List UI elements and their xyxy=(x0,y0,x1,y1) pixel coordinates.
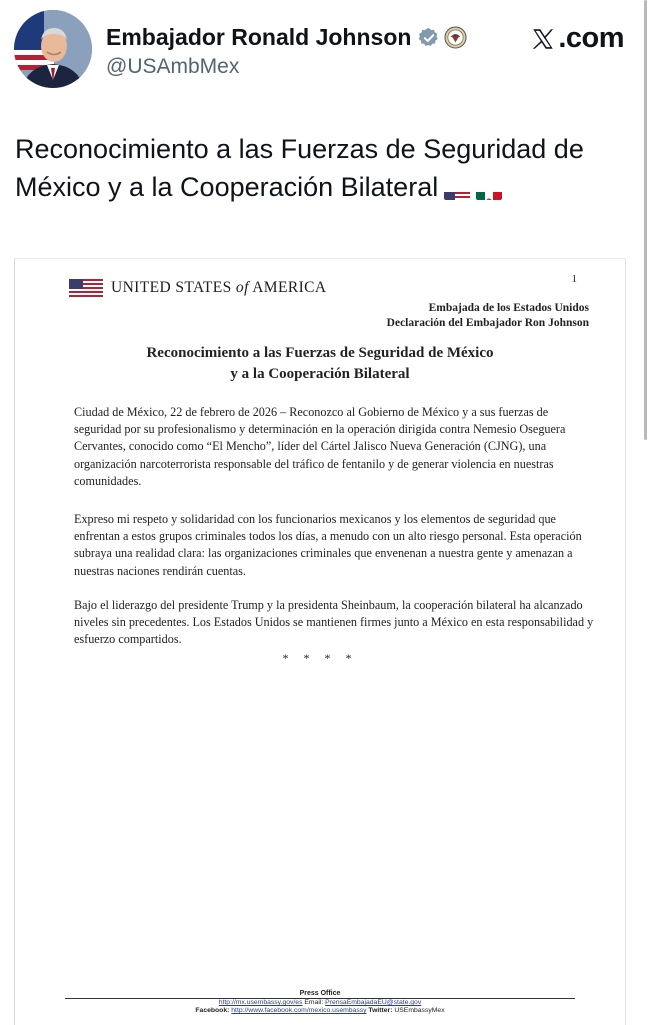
account-handle[interactable]: @USAmbMex xyxy=(106,55,240,78)
tweet-body: Reconocimiento a las Fuerzas de Seguridad de México y a la Cooperación Bilateral xyxy=(15,134,584,202)
avatar[interactable] xyxy=(14,10,92,88)
document-title xyxy=(15,343,625,385)
paragraph-2: Expreso mi respeto y solidaridad con los funcionarios mexicanos y los elementos de seguridad que enfrentan a estos grupos criminales todos los días, a menudo con un alto riesgo personal. Esta operación subraya una realidad clara: las organizaciones criminales que envenenan a nuestra gente y amenazan a nuestras naciones rendirán cuentas. xyxy=(74,512,582,578)
us-flag-emoji-icon xyxy=(444,182,470,200)
us-embassy-seal-icon xyxy=(444,26,467,49)
embassy-line-2: Declaración del Embajador Ron Johnson xyxy=(386,317,589,329)
tweet-text xyxy=(15,130,635,206)
paragraph-3: Bajo el liderazgo del presidente Trump y la presidenta Sheinbaum, la cooperación bilateral ha alcanzado niveles sin precedentes. Los Estados Unidos se mantienen firmes junto a México en esta responsabilidad y esfuerzo compartidos. xyxy=(74,598,594,647)
paragraph-1: Ciudad de México, 22 de febrero de 2026 – Reconozco al Gobierno de México y a sus fuerzas de seguridad por su profesionalismo y determinación en la operación dirigida contra Nemesio Oseguera Cervantes, conocido como “El Mencho”, líder del Cártel Jalisco Nueva Generación (CJNG), una organización narcoterrorista responsable del tráfico de fentanilo y de generar violencia en nuestras comunidades. xyxy=(74,405,566,488)
document-footer xyxy=(15,989,625,1015)
email-link[interactable]: PrensaEmbajadaEU@state.gov xyxy=(325,999,422,1006)
x-com-label: .com xyxy=(558,22,624,54)
document-title-line-2: y a la Cooperación Bilateral xyxy=(230,366,410,382)
letterhead-text: UNITED STATES of AMERICA xyxy=(111,279,327,296)
website-link[interactable]: http://mx.usembassy.gov/es xyxy=(218,999,303,1006)
footer-social-row: Facebook: http://www.facebook.com/mexico.usembassy Twitter: USEmbassyMex xyxy=(195,1007,445,1015)
twitter-handle: USEmbassyMex xyxy=(394,1007,445,1015)
x-logo-icon xyxy=(530,26,556,52)
page-number: 1 xyxy=(571,273,577,285)
embassy-heading xyxy=(387,301,589,331)
scrollbar[interactable] xyxy=(644,0,647,440)
facebook-link[interactable]: http://www.facebook.com/mexico.usembassy xyxy=(231,1007,367,1015)
account-name[interactable]: Embajador Ronald Johnson xyxy=(106,24,412,50)
tweet-header xyxy=(14,10,636,90)
verified-badge-icon xyxy=(418,27,440,49)
press-office-title: Press Office xyxy=(299,990,341,997)
mexico-flag-emoji-icon xyxy=(476,182,502,200)
document-title-line-1: Reconocimiento a las Fuerzas de Seguridad de México xyxy=(146,345,494,361)
statement-document-image[interactable] xyxy=(14,258,626,1025)
x-com-watermark xyxy=(530,22,624,55)
us-flag-icon xyxy=(69,279,103,297)
letterhead xyxy=(69,279,326,297)
separator: * * * * xyxy=(282,651,358,665)
footer-contact-row: http://mx.usembassy.gov/es Email: PrensaEmbajadaEU@state.gov xyxy=(218,999,422,1006)
embassy-line-1: Embajada de los Estados Unidos xyxy=(428,302,589,314)
